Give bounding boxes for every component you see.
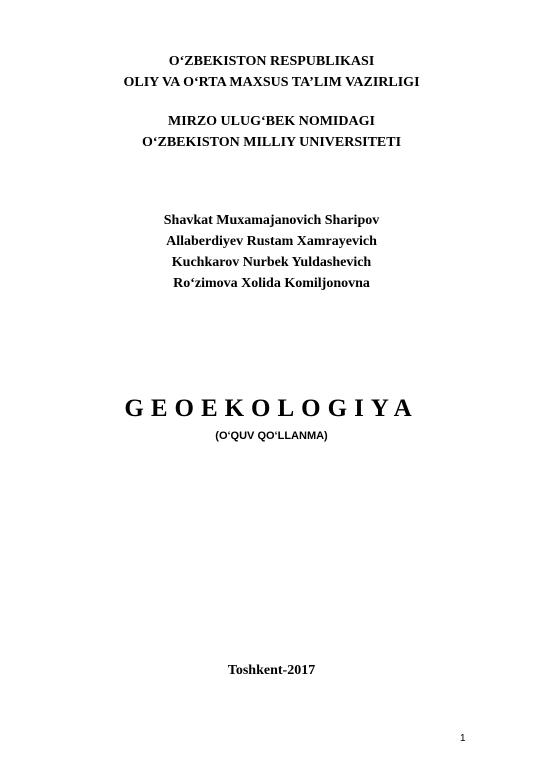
ministry-line-2: OLIY VA O‘RTA MAXSUS TA’LIM VAZIRLIGI bbox=[123, 75, 420, 90]
author-3: Kuchkarov Nurbek Yuldashevich bbox=[171, 255, 372, 270]
author-2: Allaberdiyev Rustam Xamrayevich bbox=[166, 234, 377, 249]
page-number: 1 bbox=[460, 733, 466, 744]
university-line-1: MIRZO ULUG‘BEK NOMIDAGI bbox=[168, 114, 375, 129]
ministry-line-1: O‘ZBEKISTON RESPUBLIKASI bbox=[168, 54, 375, 69]
document-title: GEOEKOLOGIYA bbox=[124, 395, 419, 422]
city-year: Toshkent-2017 bbox=[227, 663, 316, 678]
document-subtitle: (O‘QUV QO‘LLANMA) bbox=[215, 430, 328, 442]
university-line-2: O‘ZBEKISTON MILLIY UNIVERSITETI bbox=[141, 135, 402, 150]
author-4: Ro‘zimova Xolida Komiljonovna bbox=[173, 276, 370, 291]
author-1: Shavkat Muxamajanovich Sharipov bbox=[163, 213, 380, 228]
